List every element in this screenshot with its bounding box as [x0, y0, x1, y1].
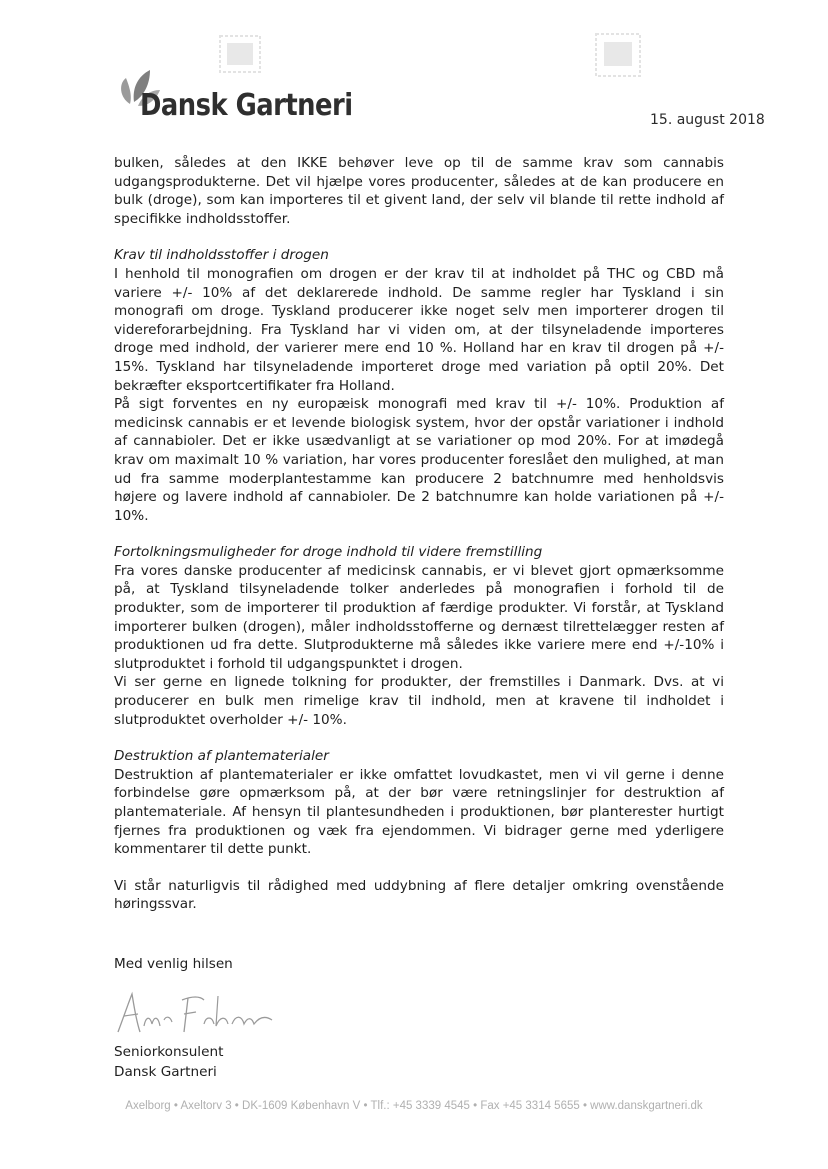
signer-organization: Dansk Gartneri: [114, 1064, 217, 1080]
intro-paragraph: bulken, således at den IKKE behøver leve op til de samme krav som cannabis udgangsprodukterne. Det vil hjælpe vores producenter, således at de kan producere en bulk (droge), som kan importeres til et givent land, der selv vil blande til rette indhold af specifikke indholdsstoffer.: [114, 155, 724, 227]
section-paragraph: Destruktion af plantematerialer er ikke omfattet lovudkastet, men vi vil gerne i denne forbindelse gøre opmærksom på, at der bør være retningslinjer for destruktion af plantemateriale. Af hensyn til plantesundheden i produktionen, bør planterester hurtigt fjernes fra produktionen og væk fra ejendommen. Vi bidrager gerne med yderligere kommentarer til dette punkt.: [114, 766, 724, 858]
footer-address: Axelborg • Axeltorv 3 • DK-1609 København V • Tlf.: +45 3339 4545 • Fax +45 3314 5655 • www.danskgartneri.dk: [125, 1100, 703, 1112]
closing-block: [114, 877, 724, 914]
letter-body: [114, 154, 724, 914]
signer-title: Seniorkonsulent: [114, 1044, 224, 1060]
section-heading: Fortolkningsmuligheder for droge indhold til videre fremstilling: [114, 544, 543, 561]
greeting: Med venlig hilsen: [114, 956, 233, 972]
section-fortolkning: [114, 543, 724, 729]
section-paragraph: Vi ser gerne en lignede tolkning for produkter, der fremstilles i Danmark. Dvs. at vi producerer en bulk men rimelige krav til indhold, men at kravene til indholdet i slutproduktet overholder +/- 10%.: [114, 674, 724, 728]
closing-paragraph: Vi står naturligvis til rådighed med uddybning af flere detaljer omkring ovenstående høringssvar.: [114, 877, 724, 913]
logo-wordmark: Dansk Gartneri: [140, 88, 353, 123]
letter-date: 15. august 2018: [650, 112, 765, 128]
section-heading: Destruktion af plantematerialer: [114, 748, 329, 765]
stamp-mark-right: [594, 32, 642, 78]
handwritten-signature: [112, 986, 282, 1040]
section-krav: [114, 246, 724, 525]
section-paragraph: I henhold til monografien om drogen er der krav til at indholdet på THC og CBD må variere +/- 10% af det deklarerede indhold. De samme regler har Tyskland i sin monografi om droge. Tyskland producerer ikke noget selv men importerer drogen til videreforarbejdning. Fra Tyskland har vi viden om, at der tilsyneladende importeres droge med indhold, der varierer mere end 10 %. Holland har en krav til drogen på +/- 15%. Tyskland har tilsyneladende importeret droge med variation på optil 20%. Det bekræfter eksportcertifikater fra Holland.: [114, 265, 724, 394]
section-paragraph: Fra vores danske producenter af medicinsk cannabis, er vi blevet gjort opmærksomme på, at Tyskland tilsyneladende tolker anderledes på monografien i forhold til de produkter, som de importerer til produktion af færdige produkter. Vi forstår, at Tyskland importerer bulken (drogen), måler indholdsstofferne og dernæst tilrettelægger resten af produktionen ud fra dette. Slutprodukterne må således ikke variere mere end +/-10% i slutproduktet i forhold til udgangspunktet i drogen.: [114, 562, 724, 672]
section-paragraph: På sigt forventes en ny europæisk monografi med krav til +/- 10%. Produktion af medicinsk cannabis er et levende biologisk system, hvor der opstår variationer i indhold af cannabioler. Det er ikke usædvanligt at se variationer op mod 20%. For at imødegå krav om maximalt 10 % variation, har vores producenter foreslået den mulighed, at man ud fra samme moderplantestamme kan producere 2 batchnumre med henholdsvis højere og lavere indhold af cannabioler. De 2 batchnumre kan holde variationen på +/- 10%.: [114, 396, 724, 524]
section-destruktion: [114, 747, 724, 859]
section-heading: Krav til indholdsstoffer i drogen: [114, 247, 329, 264]
dansk-gartneri-logo: [112, 62, 353, 126]
